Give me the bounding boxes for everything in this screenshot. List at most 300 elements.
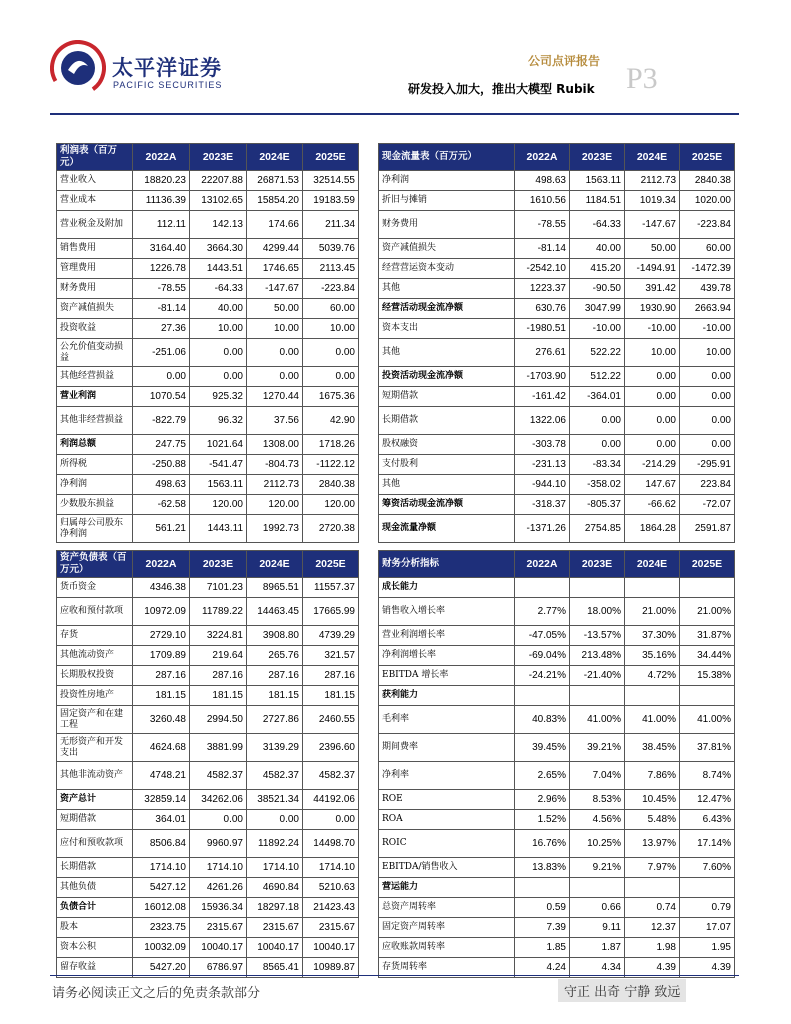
value-cell: 3139.29	[247, 734, 303, 762]
value-cell: 50.00	[625, 239, 680, 259]
value-cell: 1675.36	[303, 387, 359, 407]
row-label: 营业利润	[57, 387, 133, 407]
table-row	[379, 810, 735, 830]
value-cell: 60.00	[680, 239, 735, 259]
value-cell: 925.32	[190, 387, 247, 407]
value-cell: 181.15	[247, 686, 303, 706]
value-cell: 18.00%	[570, 598, 625, 626]
value-cell: 12.37	[625, 918, 680, 938]
value-cell	[625, 578, 680, 598]
row-label: 管理费用	[57, 259, 133, 279]
value-cell: 1746.65	[247, 259, 303, 279]
value-cell: -1980.51	[515, 319, 570, 339]
row-label: 固定资产和在建工程	[57, 706, 133, 734]
value-cell: 512.22	[570, 367, 625, 387]
value-cell: 44192.06	[303, 790, 359, 810]
row-label: 营业利润增长率	[379, 626, 515, 646]
value-cell: 34.44%	[680, 646, 735, 666]
value-cell: 2113.45	[303, 259, 359, 279]
value-cell: 10.00	[625, 339, 680, 367]
row-label: 归属母公司股东净利润	[57, 515, 133, 543]
value-cell: 39.21%	[570, 734, 625, 762]
value-cell: 321.57	[303, 646, 359, 666]
value-cell: 14463.45	[247, 598, 303, 626]
table-row	[379, 762, 735, 790]
row-label: 筹资活动现金流净额	[379, 495, 515, 515]
value-cell: -62.58	[133, 495, 190, 515]
value-cell: 120.00	[247, 495, 303, 515]
row-label: 毛利率	[379, 706, 515, 734]
row-label: 利润总额	[57, 435, 133, 455]
value-cell: 12.47%	[680, 790, 735, 810]
value-cell: 112.11	[133, 211, 190, 239]
value-cell: 1563.11	[570, 171, 625, 191]
row-label: 资产减值损失	[379, 239, 515, 259]
value-cell: 181.15	[133, 686, 190, 706]
value-cell: -147.67	[625, 211, 680, 239]
row-label: 销售费用	[57, 239, 133, 259]
value-cell: 10.45%	[625, 790, 680, 810]
row-label: 财务费用	[379, 211, 515, 239]
table-row	[57, 319, 359, 339]
value-cell: 1.85	[515, 938, 570, 958]
value-cell: 11789.22	[190, 598, 247, 626]
row-label: 股本	[57, 918, 133, 938]
table-row	[379, 686, 735, 706]
table-row	[379, 339, 735, 367]
value-cell: 3881.99	[190, 734, 247, 762]
row-label: 经营活动现金流净额	[379, 299, 515, 319]
row-label: 其他流动资产	[57, 646, 133, 666]
row-label: 净利润	[379, 171, 515, 191]
table-row	[57, 918, 359, 938]
value-cell: 42.90	[303, 407, 359, 435]
value-cell: 0.00	[680, 387, 735, 407]
value-cell: 3908.80	[247, 626, 303, 646]
value-cell: 5.48%	[625, 810, 680, 830]
table-row	[57, 878, 359, 898]
value-cell: -1494.91	[625, 259, 680, 279]
value-cell: -1371.26	[515, 515, 570, 543]
row-label: EBITDA 增长率	[379, 666, 515, 686]
table-row	[379, 515, 735, 543]
table-row	[379, 938, 735, 958]
row-label: 其他非流动资产	[57, 762, 133, 790]
value-cell: -358.02	[570, 475, 625, 495]
row-label: 其他非经营损益	[57, 407, 133, 435]
row-label: 支付股利	[379, 455, 515, 475]
value-cell: 21423.43	[303, 898, 359, 918]
value-cell: 17665.99	[303, 598, 359, 626]
value-cell: 2323.75	[133, 918, 190, 938]
row-label: 存货周转率	[379, 958, 515, 978]
value-cell: 213.48%	[570, 646, 625, 666]
value-cell: -1472.39	[680, 259, 735, 279]
table-row	[379, 918, 735, 938]
value-cell: 13.83%	[515, 858, 570, 878]
value-cell: 4690.84	[247, 878, 303, 898]
value-cell: 41.00%	[570, 706, 625, 734]
table-row	[57, 578, 359, 598]
table-row	[57, 598, 359, 626]
value-cell: 174.66	[247, 211, 303, 239]
value-cell: 4346.38	[133, 578, 190, 598]
value-cell: 2112.73	[247, 475, 303, 495]
row-label: 长期股权投资	[57, 666, 133, 686]
value-cell: 5210.63	[303, 878, 359, 898]
value-cell: 7.86%	[625, 762, 680, 790]
value-cell: 0.00	[625, 407, 680, 435]
value-cell: 16012.08	[133, 898, 190, 918]
value-cell: 7.60%	[680, 858, 735, 878]
row-label: 财务费用	[57, 279, 133, 299]
table-title: 资产负债表（百万元）	[57, 551, 133, 578]
value-cell: -64.33	[570, 211, 625, 239]
table-row	[379, 898, 735, 918]
value-cell: 1864.28	[625, 515, 680, 543]
value-cell: 2663.94	[680, 299, 735, 319]
value-cell: 1.52%	[515, 810, 570, 830]
value-cell: 0.00	[190, 810, 247, 830]
value-cell: 7.97%	[625, 858, 680, 878]
value-cell: 9.11	[570, 918, 625, 938]
year-header: 2025E	[303, 551, 359, 578]
value-cell: 32514.55	[303, 171, 359, 191]
value-cell: 10989.87	[303, 958, 359, 978]
table-row	[379, 598, 735, 626]
value-cell: -47.05%	[515, 626, 570, 646]
income-statement-table	[56, 143, 359, 543]
report-title: 研发投入加大，推出大模型 Rubik	[408, 82, 595, 96]
value-cell: 1270.44	[247, 387, 303, 407]
value-cell	[515, 578, 570, 598]
table-row	[379, 475, 735, 495]
row-label: 其他经营损益	[57, 367, 133, 387]
row-label: 营业税金及附加	[57, 211, 133, 239]
value-cell: 2460.55	[303, 706, 359, 734]
table-row	[379, 858, 735, 878]
value-cell: -13.57%	[570, 626, 625, 646]
value-cell: 211.34	[303, 211, 359, 239]
value-cell: 10040.17	[247, 938, 303, 958]
value-cell: 2840.38	[680, 171, 735, 191]
row-label: 营业收入	[57, 171, 133, 191]
row-label: 其他	[379, 279, 515, 299]
value-cell: -223.84	[680, 211, 735, 239]
table-row	[379, 578, 735, 598]
table-row	[57, 211, 359, 239]
cash-flow-table	[378, 143, 735, 543]
value-cell: 0.00	[680, 435, 735, 455]
table-row	[379, 299, 735, 319]
row-label: 长期借款	[57, 858, 133, 878]
value-cell: 3260.48	[133, 706, 190, 734]
value-cell: 11557.37	[303, 578, 359, 598]
row-label: 资本支出	[379, 319, 515, 339]
document-type: 公司点评报告	[528, 54, 601, 68]
value-cell: -1703.90	[515, 367, 570, 387]
value-cell: -83.34	[570, 455, 625, 475]
table-row	[379, 706, 735, 734]
row-label: 期间费率	[379, 734, 515, 762]
value-cell: 5427.20	[133, 958, 190, 978]
value-cell: 5039.76	[303, 239, 359, 259]
value-cell	[515, 878, 570, 898]
table-row	[57, 762, 359, 790]
table-row	[57, 646, 359, 666]
row-label: 少数股东损益	[57, 495, 133, 515]
value-cell: 26871.53	[247, 171, 303, 191]
header-divider	[50, 113, 739, 115]
value-cell: -223.84	[303, 279, 359, 299]
value-cell: 1610.56	[515, 191, 570, 211]
value-cell: 0.00	[133, 367, 190, 387]
value-cell: 15936.34	[190, 898, 247, 918]
value-cell: -10.00	[625, 319, 680, 339]
value-cell: -1122.12	[303, 455, 359, 475]
value-cell: 4.39	[680, 958, 735, 978]
value-cell: -69.04%	[515, 646, 570, 666]
value-cell: 1322.06	[515, 407, 570, 435]
table-row	[57, 339, 359, 367]
value-cell: 7101.23	[190, 578, 247, 598]
row-label: 留存收益	[57, 958, 133, 978]
table-row	[57, 239, 359, 259]
value-cell: 1223.37	[515, 279, 570, 299]
year-header: 2022A	[133, 551, 190, 578]
value-cell: 1184.51	[570, 191, 625, 211]
row-label: 所得税	[57, 455, 133, 475]
table-row	[57, 259, 359, 279]
row-label: 其他	[379, 339, 515, 367]
value-cell: 415.20	[570, 259, 625, 279]
value-cell: 18297.18	[247, 898, 303, 918]
value-cell: 1992.73	[247, 515, 303, 543]
value-cell: 13102.65	[190, 191, 247, 211]
year-header: 2024E	[247, 144, 303, 171]
row-label: 应付和预收款项	[57, 830, 133, 858]
value-cell: -161.42	[515, 387, 570, 407]
row-label: ROE	[379, 790, 515, 810]
row-label: 投资性房地产	[57, 686, 133, 706]
value-cell: 1226.78	[133, 259, 190, 279]
value-cell: 219.64	[190, 646, 247, 666]
table-title: 财务分析指标	[379, 551, 515, 578]
value-cell: 181.15	[190, 686, 247, 706]
value-cell: 3047.99	[570, 299, 625, 319]
row-label: 无形资产和开发支出	[57, 734, 133, 762]
value-cell: 2720.38	[303, 515, 359, 543]
value-cell: 15.38%	[680, 666, 735, 686]
row-label: 长期借款	[379, 407, 515, 435]
row-label: 营业成本	[57, 191, 133, 211]
value-cell: 1714.10	[303, 858, 359, 878]
table-row	[379, 830, 735, 858]
value-cell: 4261.26	[190, 878, 247, 898]
table-row	[379, 790, 735, 810]
value-cell	[515, 686, 570, 706]
table-row	[379, 259, 735, 279]
year-header: 2024E	[247, 551, 303, 578]
value-cell: 17.07	[680, 918, 735, 938]
value-cell: 5427.12	[133, 878, 190, 898]
value-cell: 2729.10	[133, 626, 190, 646]
value-cell: -10.00	[570, 319, 625, 339]
value-cell: 2315.67	[247, 918, 303, 938]
value-cell: 276.61	[515, 339, 570, 367]
value-cell: 0.79	[680, 898, 735, 918]
value-cell: 3164.40	[133, 239, 190, 259]
value-cell: 8565.41	[247, 958, 303, 978]
value-cell: 498.63	[515, 171, 570, 191]
value-cell: 2727.86	[247, 706, 303, 734]
table-row	[57, 191, 359, 211]
value-cell	[625, 878, 680, 898]
value-cell: 21.00%	[625, 598, 680, 626]
row-label: 投资收益	[57, 319, 133, 339]
value-cell: 60.00	[303, 299, 359, 319]
value-cell: 8.53%	[570, 790, 625, 810]
value-cell: 13.97%	[625, 830, 680, 858]
table-row	[379, 319, 735, 339]
value-cell	[680, 578, 735, 598]
year-header: 2022A	[515, 551, 570, 578]
value-cell: 287.16	[303, 666, 359, 686]
value-cell: 287.16	[133, 666, 190, 686]
row-label: 资产总计	[57, 790, 133, 810]
row-label: 资本公积	[57, 938, 133, 958]
value-cell: 10972.09	[133, 598, 190, 626]
value-cell: 3224.81	[190, 626, 247, 646]
table-row	[57, 435, 359, 455]
value-cell: -147.67	[247, 279, 303, 299]
value-cell: 9960.97	[190, 830, 247, 858]
value-cell: 37.56	[247, 407, 303, 435]
row-label: 成长能力	[379, 578, 515, 598]
table-row	[57, 706, 359, 734]
table-row	[57, 666, 359, 686]
value-cell: -81.14	[133, 299, 190, 319]
value-cell: 1308.00	[247, 435, 303, 455]
value-cell: 7.39	[515, 918, 570, 938]
value-cell: 0.00	[247, 810, 303, 830]
value-cell: 4624.68	[133, 734, 190, 762]
value-cell: 2591.87	[680, 515, 735, 543]
year-header: 2025E	[680, 551, 735, 578]
row-label: 固定资产周转率	[379, 918, 515, 938]
value-cell: 439.78	[680, 279, 735, 299]
row-label: 净利润	[57, 475, 133, 495]
value-cell: 1020.00	[680, 191, 735, 211]
value-cell: 1718.26	[303, 435, 359, 455]
value-cell: -21.40%	[570, 666, 625, 686]
row-label: 营运能力	[379, 878, 515, 898]
table-row	[57, 810, 359, 830]
footer-divider	[50, 975, 739, 976]
value-cell: 1.98	[625, 938, 680, 958]
table-row	[379, 495, 735, 515]
value-cell: 1.95	[680, 938, 735, 958]
table-row	[379, 387, 735, 407]
value-cell: 4582.37	[247, 762, 303, 790]
value-cell: 4.56%	[570, 810, 625, 830]
value-cell: 34262.06	[190, 790, 247, 810]
value-cell: 8506.84	[133, 830, 190, 858]
value-cell: 37.30%	[625, 626, 680, 646]
row-label: 现金流量净额	[379, 515, 515, 543]
table-row	[57, 734, 359, 762]
value-cell: 287.16	[190, 666, 247, 686]
value-cell: 0.00	[247, 339, 303, 367]
table-row	[57, 686, 359, 706]
logo-chinese-name: 太平洋证券	[112, 56, 222, 80]
value-cell: 3664.30	[190, 239, 247, 259]
row-label: 销售收入增长率	[379, 598, 515, 626]
value-cell: 10.25%	[570, 830, 625, 858]
row-label: 资产减值损失	[57, 299, 133, 319]
value-cell: 4.72%	[625, 666, 680, 686]
value-cell: 1714.10	[133, 858, 190, 878]
table-row	[379, 666, 735, 686]
table-title: 利润表（百万元）	[57, 144, 133, 171]
value-cell: -822.79	[133, 407, 190, 435]
value-cell: 2112.73	[625, 171, 680, 191]
value-cell: 1019.34	[625, 191, 680, 211]
table-row	[379, 435, 735, 455]
year-header: 2023E	[190, 144, 247, 171]
value-cell: 391.42	[625, 279, 680, 299]
value-cell: 364.01	[133, 810, 190, 830]
row-label: 应收账款周转率	[379, 938, 515, 958]
year-header: 2024E	[625, 144, 680, 171]
value-cell: 1709.89	[133, 646, 190, 666]
value-cell: 14498.70	[303, 830, 359, 858]
table-row	[379, 211, 735, 239]
value-cell: 0.00	[247, 367, 303, 387]
value-cell: 2.65%	[515, 762, 570, 790]
value-cell	[570, 578, 625, 598]
row-label: 总资产周转率	[379, 898, 515, 918]
value-cell	[570, 878, 625, 898]
value-cell: 0.00	[625, 387, 680, 407]
value-cell: 0.00	[303, 339, 359, 367]
value-cell: 2315.67	[303, 918, 359, 938]
value-cell: 17.14%	[680, 830, 735, 858]
value-cell: 287.16	[247, 666, 303, 686]
row-label: 其他	[379, 475, 515, 495]
value-cell: 10.00	[303, 319, 359, 339]
page-number: P3	[626, 62, 658, 95]
value-cell	[680, 878, 735, 898]
value-cell: 41.00%	[680, 706, 735, 734]
value-cell: 31.87%	[680, 626, 735, 646]
table-row	[57, 938, 359, 958]
table-row	[57, 407, 359, 435]
value-cell: 8965.51	[247, 578, 303, 598]
table-row	[379, 646, 735, 666]
financial-ratios-table	[378, 550, 735, 978]
row-label: ROA	[379, 810, 515, 830]
value-cell: -250.88	[133, 455, 190, 475]
value-cell: -318.37	[515, 495, 570, 515]
value-cell: 10.00	[247, 319, 303, 339]
row-label: 负债合计	[57, 898, 133, 918]
value-cell	[680, 686, 735, 706]
value-cell: -214.29	[625, 455, 680, 475]
year-header: 2022A	[133, 144, 190, 171]
table-row	[57, 790, 359, 810]
row-label: 净利润增长率	[379, 646, 515, 666]
